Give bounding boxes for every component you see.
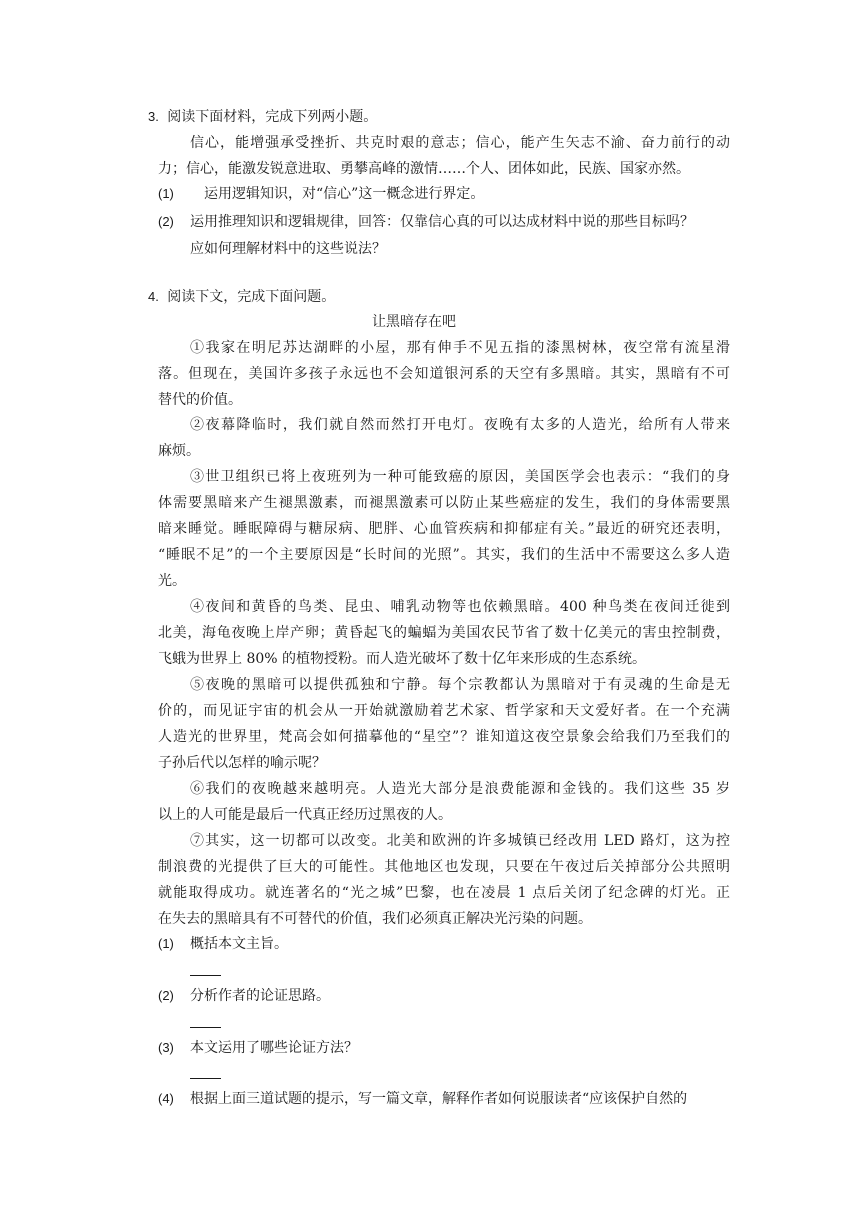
answer-blank-3[interactable]	[190, 1078, 221, 1079]
q3-sub2-line-2: 应如何理解材料中的这些说法？	[190, 241, 386, 257]
paragraph-7-line-2: 制浪费的光提供了巨大的可能性。其他地区也发现，只要在午夜过后关掉部分公共照明	[158, 859, 730, 875]
paragraph-3-line-2: 体需要黑暗来产生褪黑激素，而褪黑激素可以防止某些癌症的发生，我们的身体需要黑	[158, 495, 730, 511]
q4-sub1-text: 概括本文主旨。	[190, 936, 288, 952]
q3-sub1-number: (1)	[158, 186, 174, 201]
q4-sub2-number: (2)	[158, 988, 174, 1003]
paragraph-3-line-3: 暗来睡觉。睡眠障碍与糖尿病、肥胖、心血管疾病和抑郁症有关。”最近的研究还表明，	[158, 521, 730, 537]
q3-sub1-text: 运用逻辑知识，对“信心”这一概念进行界定。	[204, 186, 485, 202]
q3-material-line-1: 信心，能增强承受挫折、共克时艰的意志；信心，能产生矢志不渝、奋力前行的动	[190, 135, 730, 151]
paragraph-1-line-3: 替代的价值。	[158, 392, 242, 408]
q4-sub4-text: 根据上面三道试题的提示，写一篇文章，解释作者如何说服读者“应该保护自然的	[190, 1091, 688, 1107]
q3-material-line-2: 力；信心，能激发锐意进取、勇攀高峰的激情……个人、团体如此，民族、国家亦然。	[158, 161, 690, 177]
q4-sub3-text: 本文运用了哪些论证方法？	[190, 1040, 358, 1056]
q4-sub2-text: 分析作者的论证思路。	[190, 988, 330, 1004]
paragraph-1-line-1: ①我家在明尼苏达湖畔的小屋，那有伸手不见五指的漆黑树林，夜空常有流星滑	[190, 340, 730, 356]
paragraph-5-line-3: 人造光的世界里，梵高会如何描摹他的“星空”？谁知道这夜空景象会给我们乃至我们的	[158, 729, 730, 745]
paragraph-1-line-2: 落。但现在，美国许多孩子永远也不会知道银河系的天空有多黑暗。其实，黑暗有不可	[158, 366, 730, 382]
paragraph-5-line-2: 价的，而见证宇宙的机会从一开始就激励着艺术家、哲学家和天文爱好者。在一个充满	[158, 703, 730, 719]
paragraph-7-line-1: ⑦其实，这一切都可以改变。北美和欧洲的许多城镇已经改用 LED 路灯，这为控	[190, 833, 730, 849]
q3-number: 3.	[148, 109, 159, 124]
paragraph-7-line-3: 就能取得成功。就连著名的“光之城”巴黎，也在凌晨 1 点后关闭了纪念碑的灯光。正	[158, 885, 730, 901]
paragraph-6-line-1: ⑥我们的夜晚越来越明亮。人造光大部分是浪费能源和金钱的。我们这些 35 岁	[190, 781, 730, 797]
q4-number: 4.	[148, 289, 159, 304]
q3-sub2-line-1: 运用推理知识和逻辑规律，回答：仅靠信心真的可以达成材料中说的那些目标吗？	[190, 214, 694, 230]
paragraph-4-line-3: 飞蛾为世界上 80% 的植物授粉。而人造光破坏了数十亿年来形成的生态系统。	[158, 651, 647, 667]
answer-blank-1[interactable]	[190, 975, 221, 976]
paragraph-5-line-4: 子孙后代以怎样的喻示呢？	[158, 755, 326, 771]
paragraph-4-line-1: ④夜间和黄昏的鸟类、昆虫、哺乳动物等也依赖黑暗。400 种鸟类在夜间迁徙到	[190, 599, 730, 615]
answer-blank-2[interactable]	[190, 1027, 221, 1028]
paragraph-7-line-4: 在失去的黑暗具有不可替代的价值，我们必须真正解决光污染的问题。	[158, 911, 592, 927]
q3-heading-text: 阅读下面材料，完成下列两小题。	[167, 109, 378, 125]
paragraph-3-line-1: ③世卫组织已将上夜班列为一种可能致癌的原因，美国医学会也表示：“我们的身	[190, 469, 730, 485]
q4-sub4-number: (4)	[158, 1091, 174, 1106]
q3-heading	[148, 108, 377, 126]
paragraph-3-line-5: 光。	[158, 573, 186, 589]
paragraph-6-line-2: 以上的人可能是最后一代真正经历过黑夜的人。	[158, 807, 452, 823]
paragraph-4-line-2: 北美，海龟夜晚上岸产卵；黄昏起飞的蝙蝠为美国农民节省了数十亿美元的害虫控制费，	[158, 625, 730, 641]
q4-sub1-number: (1)	[158, 936, 174, 951]
paragraph-3-line-4: “睡眠不足”的一个主要原因是“长时间的光照”。其实，我们的生活中不需要这么多人造	[158, 547, 730, 563]
paragraph-2-line-2: 麻烦。	[158, 443, 200, 459]
q4-heading-text: 阅读下文，完成下面问题。	[167, 289, 336, 305]
paragraph-2-line-1: ②夜幕降临时，我们就自然而然打开电灯。夜晚有太多的人造光，给所有人带来	[190, 417, 730, 433]
article-title: 让黑暗存在吧	[372, 314, 456, 330]
paragraph-5-line-1: ⑤夜晚的黑暗可以提供孤独和宁静。每个宗教都认为黑暗对于有灵魂的生命是无	[190, 677, 730, 693]
q4-sub3-number: (3)	[158, 1040, 174, 1055]
q4-heading	[148, 288, 335, 306]
q3-sub2-number: (2)	[158, 214, 174, 229]
